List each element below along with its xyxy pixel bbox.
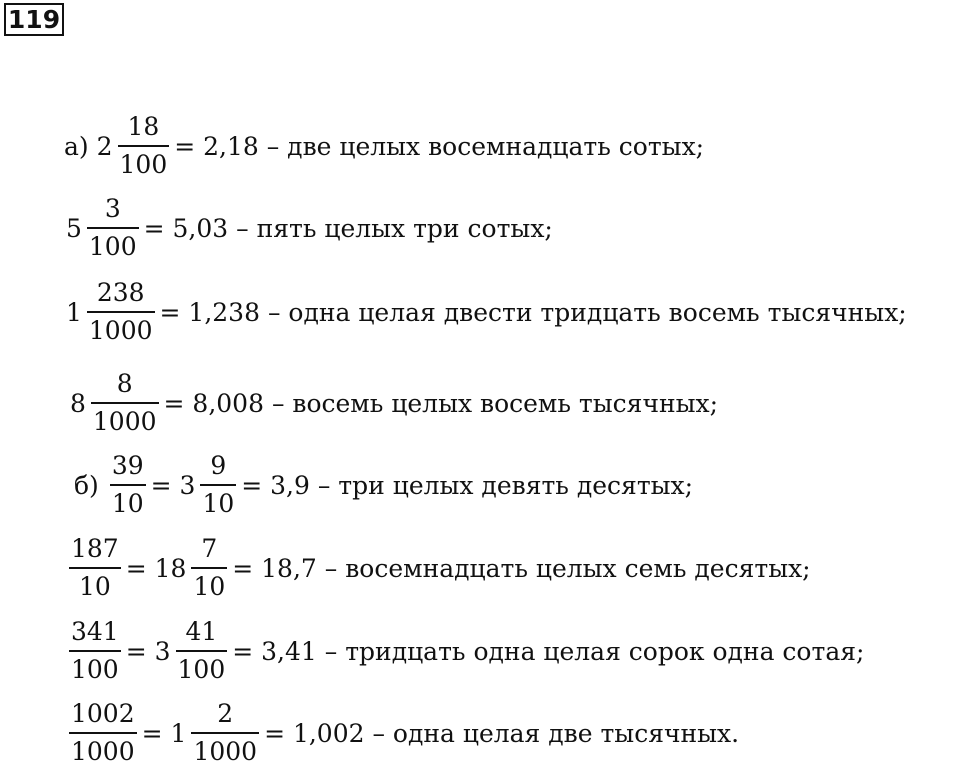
fraction-numerator: 8 — [116, 369, 133, 398]
fraction — [69, 617, 121, 685]
fraction-bar — [118, 145, 170, 147]
line-rest: = 8,008 – восемь целых восемь тысячных; — [163, 388, 719, 418]
line-rest: = 5,03 – пять целых три сотых; — [143, 213, 553, 243]
fraction-denominator: 10 — [202, 489, 235, 518]
line-mid: = 3 — [125, 636, 171, 666]
fraction-denominator: 100 — [177, 655, 226, 684]
fraction — [118, 112, 170, 180]
solution-line-b2 — [66, 533, 813, 603]
fraction-denominator: 10 — [111, 489, 144, 518]
fraction-denominator: 1000 — [193, 737, 258, 766]
fraction — [200, 451, 236, 519]
line-mid: = 18 — [125, 553, 187, 583]
line-rest: = 3,41 – тридцать одна целая сорок одна сотая; — [232, 636, 865, 666]
fraction-denominator: 1000 — [71, 737, 135, 766]
fraction-numerator: 7 — [201, 534, 218, 563]
fraction-numerator: 18 — [127, 112, 160, 141]
fraction-bar — [91, 402, 159, 404]
fraction-bar — [191, 732, 259, 734]
fraction-denominator: 100 — [88, 232, 137, 261]
line-prefix: 8 — [70, 388, 86, 418]
line-mid: = 3 — [150, 470, 196, 500]
solution-line-b4 — [66, 698, 741, 768]
fraction — [176, 617, 228, 685]
line-prefix: 1 — [66, 297, 82, 327]
fraction — [69, 699, 137, 767]
solution-line-a1 — [62, 111, 706, 181]
fraction-numerator: 238 — [96, 278, 145, 307]
line-rest: = 2,18 – две целых восемнадцать сотых; — [174, 131, 705, 161]
fraction-bar — [110, 484, 146, 486]
fraction-denominator: 1000 — [92, 407, 157, 436]
fraction — [91, 369, 159, 437]
fraction-numerator: 9 — [210, 451, 227, 480]
line-rest: = 1,238 – одна целая двести тридцать восемь тысячных; — [159, 297, 907, 327]
fraction-bar — [69, 567, 121, 569]
line-rest: = 1,002 – одна целая две тысячных. — [264, 718, 740, 748]
line-mid: = 1 — [141, 718, 187, 748]
fraction-denominator: 100 — [119, 150, 168, 179]
fraction-bar — [200, 484, 236, 486]
fraction-denominator: 10 — [78, 572, 111, 601]
line-prefix: а) 2 — [64, 131, 113, 161]
fraction — [87, 194, 139, 262]
fraction-bar — [87, 311, 155, 313]
line-rest: = 3,9 – три целых девять десятых; — [241, 470, 694, 500]
fraction — [191, 699, 259, 767]
fraction-bar — [69, 650, 121, 652]
fraction-denominator: 100 — [71, 655, 119, 684]
solution-line-a2 — [64, 193, 555, 263]
fraction-bar — [176, 650, 228, 652]
fraction-numerator: 39 — [111, 451, 144, 480]
fraction-denominator: 1000 — [88, 316, 153, 345]
line-prefix: 5 — [66, 213, 82, 243]
fraction — [110, 451, 146, 519]
solution-line-b1 — [72, 450, 695, 520]
fraction-bar — [87, 227, 139, 229]
fraction-numerator: 187 — [71, 534, 119, 563]
line-rest: = 18,7 – восемнадцать целых семь десятых; — [232, 553, 811, 583]
fraction-numerator: 3 — [104, 194, 121, 223]
fraction-numerator: 41 — [185, 617, 218, 646]
solution-line-b3 — [66, 616, 866, 686]
line-prefix: б) — [74, 470, 99, 500]
fraction-bar — [191, 567, 227, 569]
fraction-denominator: 10 — [193, 572, 226, 601]
solution-line-a4 — [68, 368, 720, 438]
fraction-numerator: 2 — [217, 699, 234, 728]
fraction-bar — [69, 732, 137, 734]
fraction — [87, 278, 155, 346]
fraction — [191, 534, 227, 602]
fraction — [69, 534, 121, 602]
fraction-numerator: 1002 — [71, 699, 135, 728]
problem-number-badge: 119 — [4, 3, 64, 36]
solution-line-a3 — [64, 277, 909, 347]
fraction-numerator: 341 — [71, 617, 119, 646]
